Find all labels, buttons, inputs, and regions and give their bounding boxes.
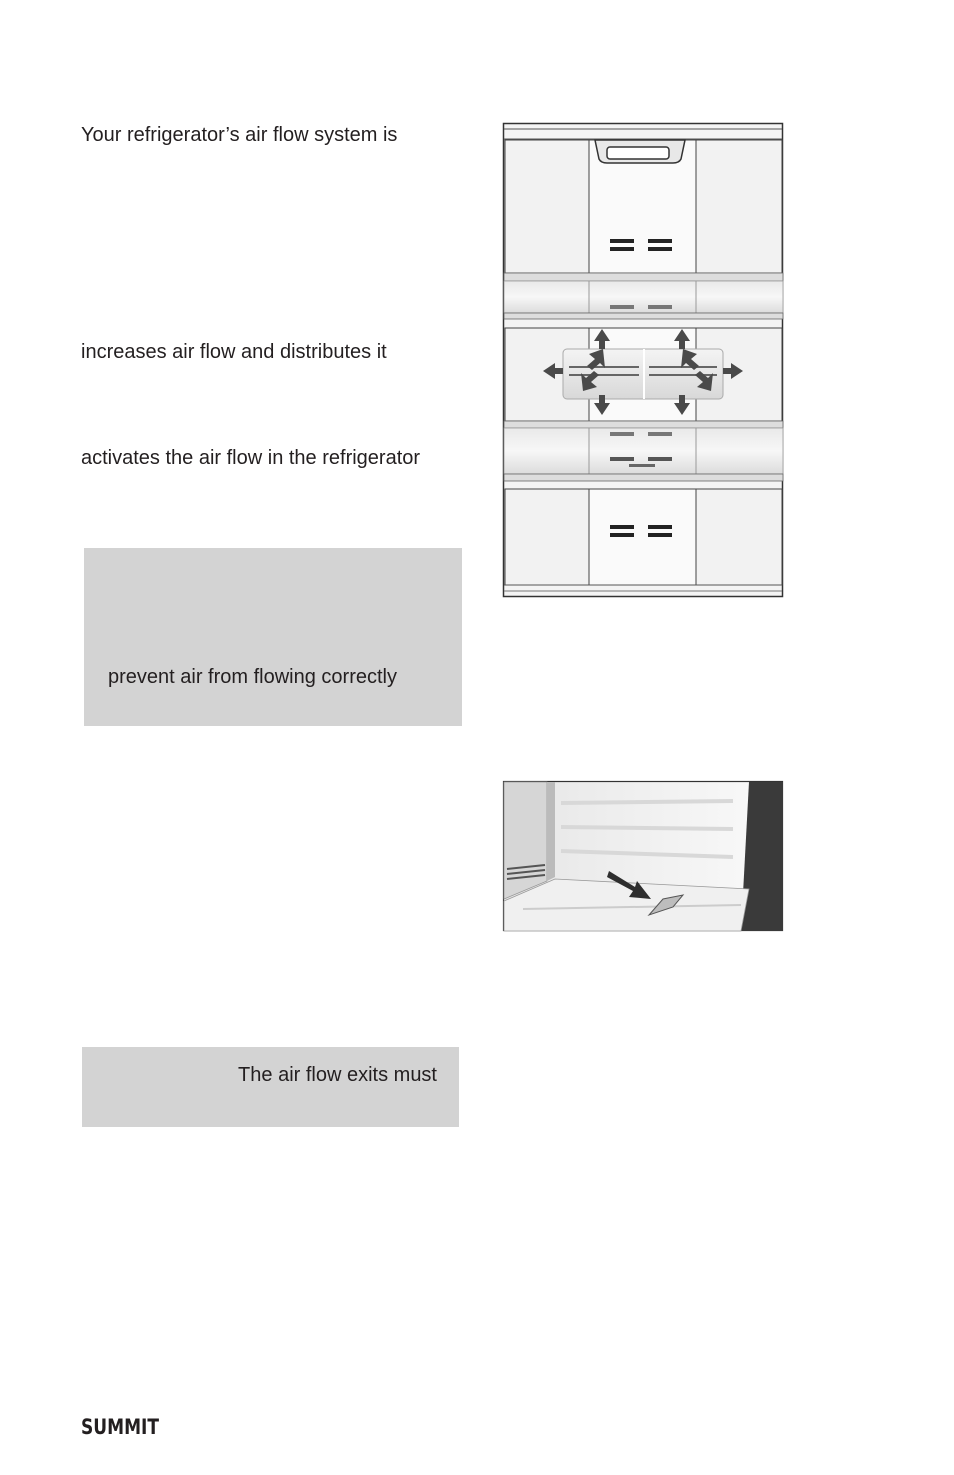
note-box-airflow-text: prevent air from flowing correctly: [108, 666, 397, 688]
interior-vent-detail-icon: [503, 781, 784, 932]
summit-logo-icon: [81, 1412, 161, 1438]
refrigerator-airflow-diagram-icon: [503, 123, 784, 599]
body-text-line-1: Your refrigerator’s air flow system is: [81, 124, 398, 146]
note-box-exits: [82, 1047, 459, 1127]
note-box-exits-text: The air flow exits must: [238, 1064, 437, 1086]
brand-logo-text: SUMMIT: [81, 1415, 160, 1439]
body-text-line-2: increases air flow and distributes it: [81, 341, 387, 363]
note-box-airflow: [84, 548, 462, 726]
body-text-line-3: activates the air flow in the refrigerator: [81, 447, 421, 469]
